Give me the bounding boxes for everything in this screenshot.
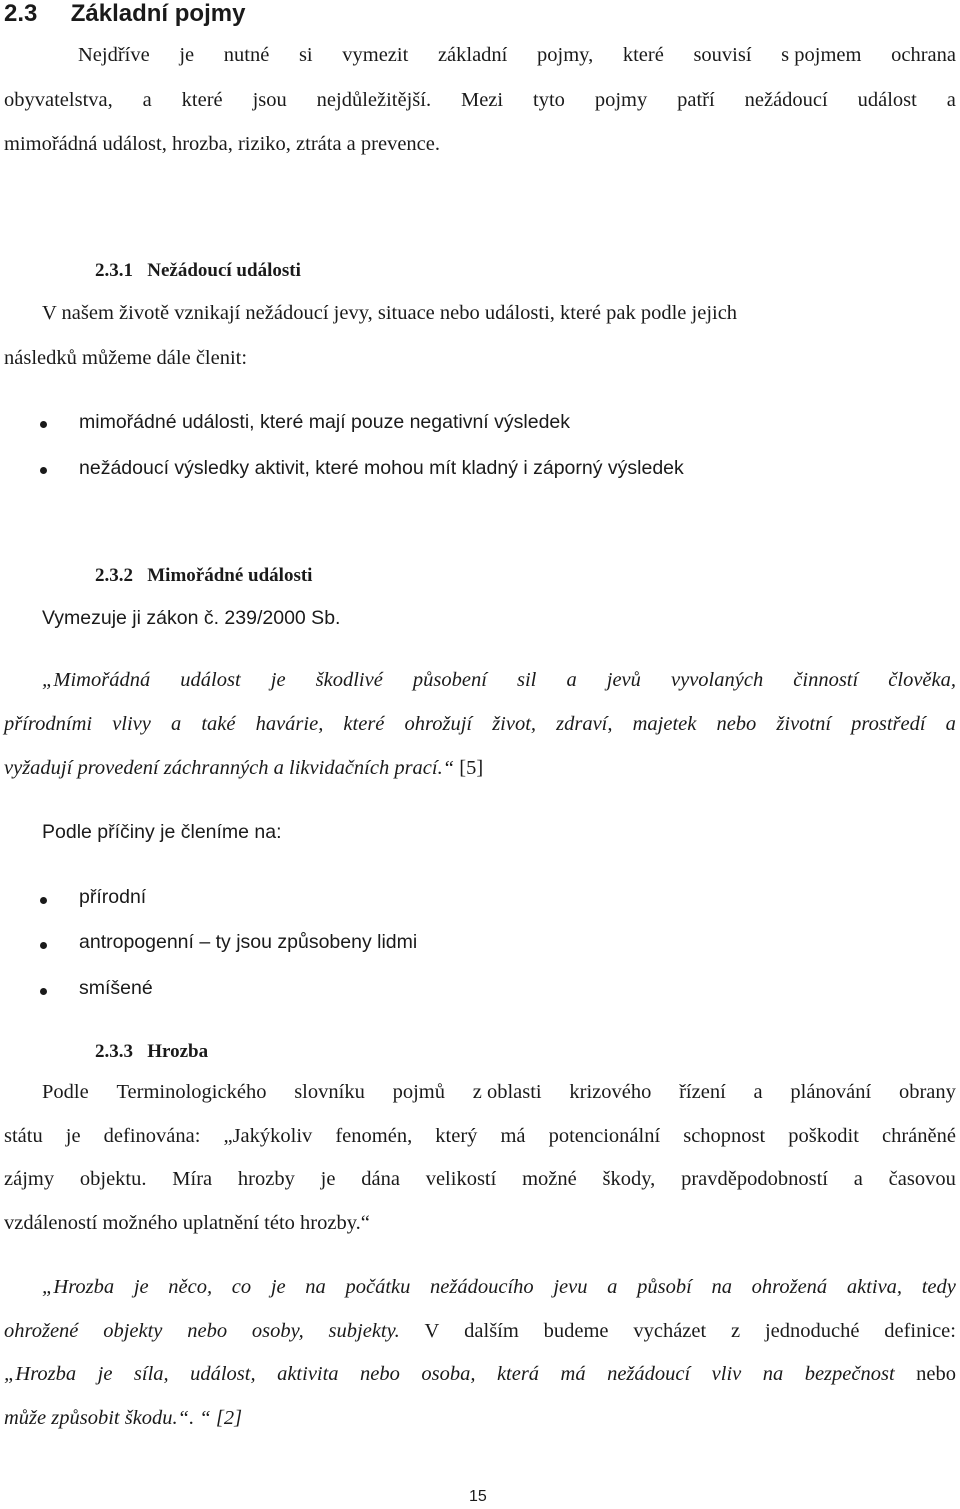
word: V — [424, 1320, 440, 1342]
word: je — [270, 1276, 286, 1298]
word: Nejdříve — [78, 44, 150, 66]
word: objekty — [103, 1320, 163, 1342]
word: z oblasti — [472, 1081, 542, 1103]
word: zájmy — [4, 1168, 55, 1190]
word: definice: — [884, 1320, 956, 1342]
word: dalším — [464, 1320, 519, 1342]
word: potencionální — [548, 1125, 661, 1147]
word: nežádoucího — [430, 1276, 534, 1298]
word: je — [97, 1363, 113, 1385]
word: přírodními — [4, 713, 93, 735]
word: něco, — [168, 1276, 213, 1298]
intro-line-3: mimořádná událost, hrozba, riziko, ztráta a prevence. — [4, 133, 441, 155]
word: vymezit — [342, 44, 409, 66]
word: na — [762, 1363, 784, 1385]
word: má — [560, 1363, 586, 1385]
word: jevu — [553, 1276, 588, 1298]
word: bezpečnost — [804, 1363, 895, 1385]
subsection-title: Mimořádné události — [147, 565, 313, 586]
word: „Hrozba — [4, 1363, 77, 1385]
word: a — [607, 1276, 618, 1298]
word: člověka, — [888, 669, 956, 691]
word: vlivy — [112, 713, 151, 735]
word: objektu. — [79, 1168, 147, 1190]
word: „Jakýkoliv — [223, 1125, 313, 1147]
list-item: nežádoucí výsledky aktivit, které mohou mít kladný i záporný výsledek — [79, 457, 684, 479]
word: pojmy — [594, 89, 648, 111]
word: základní — [437, 44, 508, 66]
paragraph-line — [4, 1125, 956, 1148]
bullet-dot — [40, 897, 47, 904]
list-item: smíšené — [79, 977, 153, 999]
word: budeme — [543, 1320, 609, 1342]
list-item: antropogenní – ty jsou způsobeny lidmi — [79, 931, 418, 953]
quote-line-1 — [42, 1276, 956, 1299]
word: aktiva, — [846, 1276, 903, 1298]
word: a — [142, 89, 152, 111]
paragraph-fragment: nebo — [916, 1363, 956, 1385]
subsection-title: Nežádoucí události — [147, 260, 301, 281]
word: škodlivé — [315, 669, 383, 691]
word: pojmů — [392, 1081, 445, 1103]
word: patří — [677, 89, 715, 111]
bullet-dot — [40, 942, 47, 949]
paragraph-line: vzdáleností možného uplatnění této hrozby.“ — [4, 1212, 370, 1234]
word: krizového — [569, 1081, 652, 1103]
word: nežádoucí — [607, 1363, 691, 1385]
subsection-heading-2 — [95, 565, 312, 587]
word: je — [179, 44, 195, 66]
word: zdraví, — [556, 713, 613, 735]
word: s pojmem — [781, 44, 862, 66]
word: působí — [637, 1276, 692, 1298]
word: také — [201, 713, 236, 735]
word: má — [500, 1125, 526, 1147]
word: vliv — [711, 1363, 742, 1385]
word: si — [298, 44, 313, 66]
word: která — [496, 1363, 540, 1385]
word: je — [133, 1276, 149, 1298]
word: jednoduché — [764, 1320, 860, 1342]
word: sil — [516, 669, 537, 691]
quote-line-1 — [42, 669, 956, 692]
word: osoby, — [251, 1320, 304, 1342]
law-reference: Vymezuje ji zákon č. 239/2000 Sb. — [42, 607, 341, 629]
word: jevů — [606, 669, 641, 691]
word: ohrožují — [404, 713, 473, 735]
word: škody, — [602, 1168, 656, 1190]
word: dána — [361, 1168, 400, 1190]
word: velikostí — [425, 1168, 497, 1190]
word: které — [343, 713, 385, 735]
word: Podle — [42, 1081, 89, 1103]
word: havárie, — [255, 713, 324, 735]
word: z — [731, 1320, 741, 1342]
word: jsou — [252, 89, 287, 111]
quote-line-3 — [4, 757, 483, 780]
subsection-heading-3 — [95, 1041, 208, 1063]
intro-line-1 — [78, 44, 956, 67]
page-number: 15 — [469, 1488, 487, 1505]
word: nežádoucí — [744, 89, 828, 111]
word: a — [945, 713, 956, 735]
word: vyvolaných — [671, 669, 764, 691]
word: ohrožené — [4, 1320, 79, 1342]
word: pravděpodobností — [681, 1168, 828, 1190]
citation: [5] — [454, 757, 484, 779]
word: hrozby — [237, 1168, 295, 1190]
word: „Hrozba — [42, 1276, 115, 1298]
word: a — [566, 669, 577, 691]
word: počátku — [345, 1276, 411, 1298]
word: událost, — [190, 1363, 256, 1385]
subsection-title: Hrozba — [147, 1041, 209, 1062]
word: životní — [776, 713, 832, 735]
word: je — [65, 1125, 81, 1147]
word: které — [622, 44, 664, 66]
word: a — [170, 713, 182, 735]
paragraph-line: následků můžeme dále členit: — [4, 347, 248, 369]
list-item: mimořádné události, které mají pouze negativní výsledek — [79, 411, 571, 433]
subsection-number: 2.3.3 — [95, 1041, 133, 1062]
word: událost — [857, 89, 917, 111]
word: ohrožená — [751, 1276, 828, 1298]
word: možné — [522, 1168, 577, 1190]
word: nebo — [360, 1363, 400, 1385]
word: nutné — [223, 44, 270, 66]
section-number: 2.3 — [4, 0, 38, 27]
word: souvisí — [693, 44, 752, 66]
word: Terminologického — [116, 1081, 267, 1103]
word: a — [946, 89, 956, 111]
word: je — [270, 669, 286, 691]
quote-line-3 — [4, 1363, 956, 1386]
paragraph-line — [42, 1081, 956, 1104]
bullet-dot — [40, 467, 47, 474]
word: subjekty. — [328, 1320, 400, 1342]
word: život, — [492, 713, 537, 735]
word: plánování — [790, 1081, 872, 1103]
word: Mezi — [460, 89, 504, 111]
word: Míra — [172, 1168, 213, 1190]
list-item: přírodní — [79, 886, 147, 908]
bullet-dot — [40, 988, 47, 995]
word: tedy — [921, 1276, 956, 1298]
word: tyto — [533, 89, 565, 111]
word: událost — [180, 669, 241, 691]
word: obrany — [898, 1081, 956, 1103]
subsection-heading-1 — [95, 260, 301, 282]
word: na — [305, 1276, 326, 1298]
word: řízení — [679, 1081, 726, 1103]
word: ochrana — [891, 44, 956, 66]
word: co — [231, 1276, 252, 1298]
word: poškodit — [788, 1125, 859, 1147]
quote-line-4: může způsobit škodu.“. “ [2] — [4, 1407, 243, 1429]
word: obyvatelstva, — [4, 89, 113, 111]
word: státu — [4, 1125, 43, 1147]
paragraph-line — [4, 1168, 956, 1191]
word: časovou — [888, 1168, 956, 1190]
word: nejdůležitější. — [316, 89, 432, 111]
word: činností — [793, 669, 859, 691]
word: nebo — [187, 1320, 228, 1342]
word: které — [181, 89, 223, 111]
word: působení — [412, 669, 487, 691]
word: který — [435, 1125, 478, 1147]
word: chráněné — [881, 1125, 956, 1147]
word: a — [853, 1168, 863, 1190]
word: aktivita — [277, 1363, 339, 1385]
word: na — [711, 1276, 732, 1298]
subsection-number: 2.3.1 — [95, 260, 133, 281]
intro-line-2 — [4, 89, 956, 112]
word: majetek — [632, 713, 697, 735]
word: vycházet — [633, 1320, 707, 1342]
word: slovníku — [294, 1081, 365, 1103]
bullet-dot — [40, 421, 47, 428]
paragraph-line: V našem životě vznikají nežádoucí jevy, situace nebo události, které pak podle jejich — [42, 302, 738, 324]
word: „Mimořádná — [42, 669, 151, 691]
quote-line-2 — [4, 1320, 956, 1343]
word: schopnost — [683, 1125, 766, 1147]
quote-text: vyžadují provedení záchranných a likvidačních prací.“ — [4, 757, 455, 779]
word: prostředí — [851, 713, 926, 735]
word: síla, — [133, 1363, 169, 1385]
word: definována: — [103, 1125, 201, 1147]
word: a — [753, 1081, 763, 1103]
word: nebo — [716, 713, 757, 735]
cause-intro: Podle příčiny je členíme na: — [42, 821, 282, 843]
subsection-number: 2.3.2 — [95, 565, 133, 586]
section-title: Základní pojmy — [70, 0, 246, 27]
word: osoba, — [421, 1363, 476, 1385]
word: fenomén, — [335, 1125, 413, 1147]
word: pojmy, — [537, 44, 594, 66]
quote-line-2 — [4, 713, 956, 736]
word: je — [320, 1168, 336, 1190]
section-heading — [4, 0, 245, 28]
